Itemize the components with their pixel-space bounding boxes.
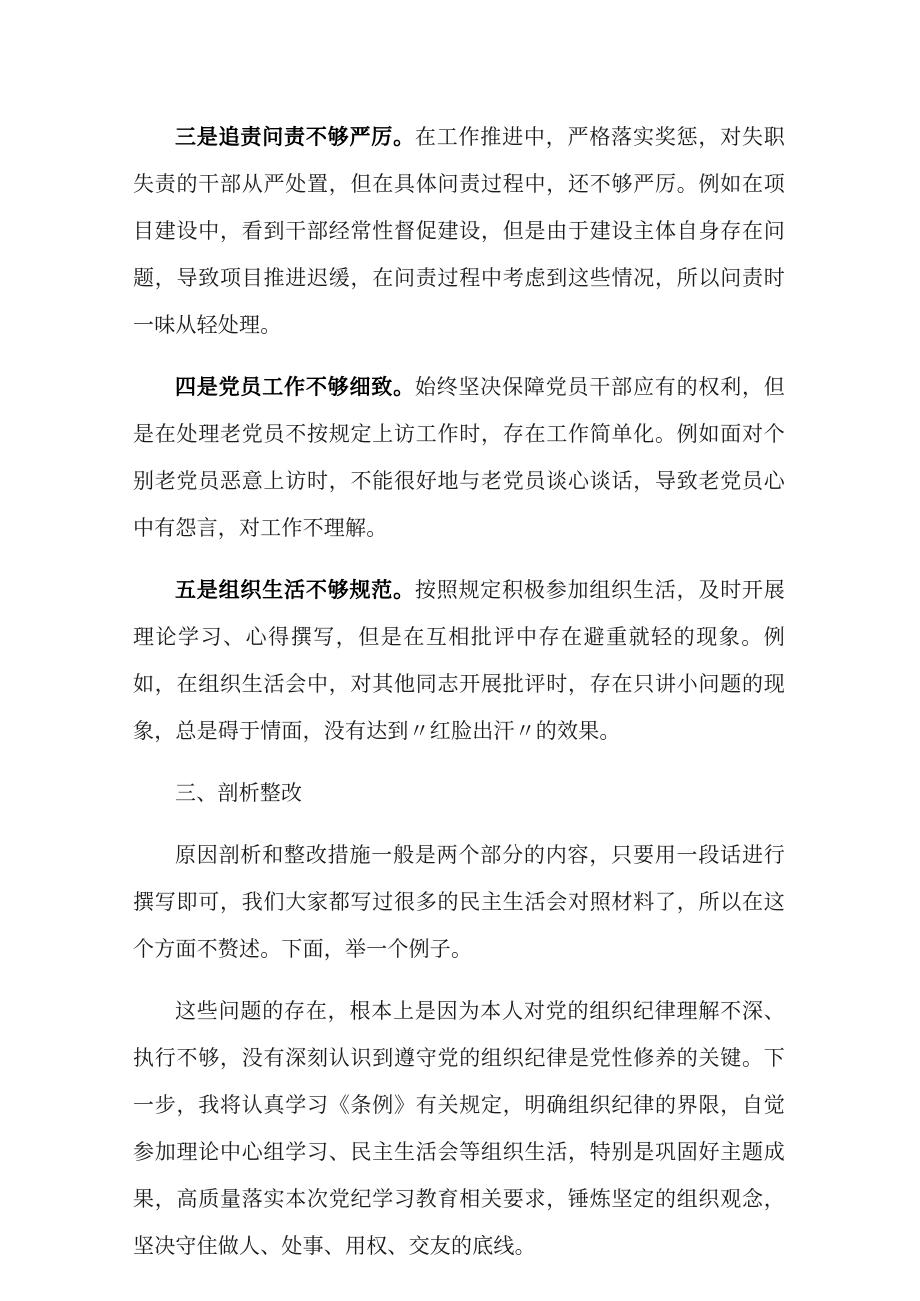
paragraph-text: 按照规定积极参加组织生活，及时开展理论学习、心得撰写，但是在互相批评中存在避重就轻的现象。例如，在组织生活会中，对其他同志开展批评时，存在只讲小问题的现象，总是碍于情面，没有达到〃红脸出汗〃的效果。	[133, 578, 786, 743]
paragraph-party-member-work	[133, 364, 785, 552]
section-heading	[133, 770, 785, 817]
paragraph-text: 在工作推进中，严格落实奖惩，对失职失责的干部从严处置，但在具体问责过程中，还不够严厉。例如在项目建设中，看到干部经常性督促建设，但是由于建设主体自身存在问题，导致项目推进迟缓，在问责过程中考虑到这些情况，所以问责时一味从轻处理。	[133, 125, 786, 337]
paragraph-heading: 五是组织生活不够规范。	[175, 578, 415, 602]
paragraph-example	[133, 988, 785, 1270]
paragraph-text: 这些问题的存在，根本上是因为本人对党的组织纪律理解不深、执行不够，没有深刻认识到遵守党的组织纪律是党性修养的关键。下一步，我将认真学习《条例》有关规定，明确组织纪律的界限，自觉参加理论中心组学习、民主生活会等组织生活，特别是巩固好主题成果，高质量落实本次党纪学习教育相关要求，锤炼坚定的组织观念，坚决守住做人、处事、用权、交友的底线。	[133, 999, 785, 1258]
document-body	[133, 114, 785, 1270]
paragraph-heading: 三是追责问责不够严厉。	[175, 125, 415, 149]
paragraph-analysis-intro	[133, 832, 785, 973]
paragraph-organizational-life	[133, 567, 785, 755]
paragraph-heading: 四是党员工作不够细致。	[175, 375, 415, 399]
paragraph-text: 原因剖析和整改措施一般是两个部分的内容，只要用一段话进行撰写即可，我们大家都写过很多的民主生活会对照材料了，所以在这个方面不赘述。下面，举一个例子。	[133, 843, 785, 961]
section-heading-text: 三、剖析整改	[175, 781, 303, 805]
paragraph-text: 始终坚决保障党员干部应有的权利，但是在处理老党员不按规定上访工作时，存在工作简单化。例如面对个别老党员恶意上访时，不能很好地与老党员谈心谈话，导致老党员心中有怨言，对工作不理解。	[133, 375, 786, 540]
paragraph-accountability	[133, 114, 785, 349]
